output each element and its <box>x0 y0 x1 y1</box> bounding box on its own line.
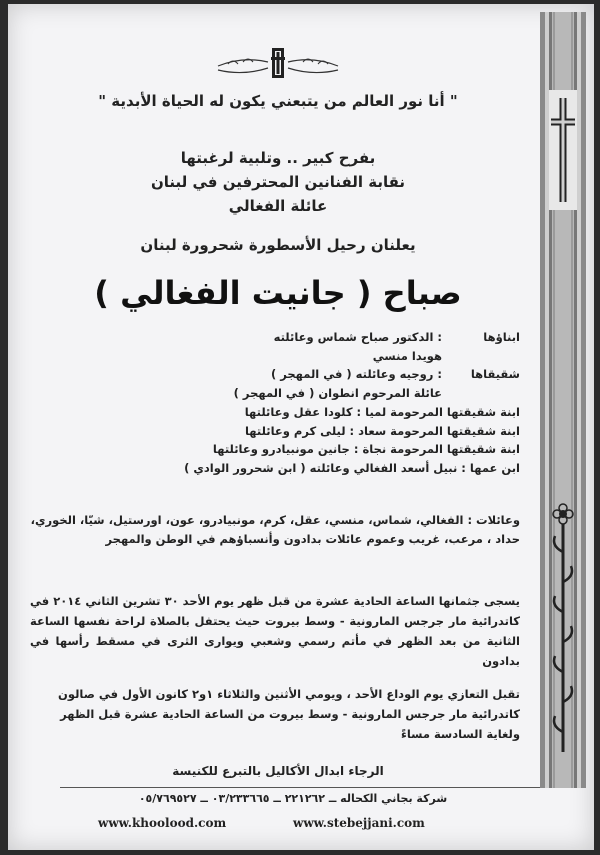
donation-request: الرجاء ابدال الأكاليل بالتبرع للكنيسة <box>172 764 384 778</box>
relative-value: : الدكتور صباح شماس وعائلته <box>273 330 442 344</box>
relative-row <box>50 365 520 384</box>
cross-icon <box>549 90 577 210</box>
deceased-name: صباح ( جانيت الفغالي ) <box>94 274 462 312</box>
ornament-cross-icon <box>213 42 343 82</box>
funeral-paragraph: يسجى جثمانها الساعة الحادية عشرة من قبل ظهر يوم الأحد ٣٠ تشرين الثاني ٢٠١٤ في كاتدرائية مار جرجس المارونية - وسط بيروت حيث يحتفل بالصلاة لراحة نفسها الساعة الثانية من بعد الظهر في مأتم رسمي وشعبي ويوارى الثرى في مسقط رأسها في بدادون <box>30 594 520 668</box>
intro-line: نقابة الفنانين المحترفين في لبنان <box>150 173 406 191</box>
relative-value: : ليلى كرم وعائلتها <box>244 423 355 438</box>
announcement: يعلنان رحيل الأسطورة شحرورة لبنان <box>140 236 416 254</box>
obituary-paper <box>8 4 594 850</box>
bible-quote: " أنا نور العالم من يتبعني يكون له الحياة الأبدية " <box>98 92 458 110</box>
condolence-paragraph: تقبل التعازي يوم الوداع الأحد ، ويومي الأثنين والثلاثاء ١و٢ كانون الأول في صالون كاتدرائية مار جرجس المارونية - وسط بيروت من الساعة الحادية عشرة قبل الظهر ولغاية السادسة مساءً <box>58 687 520 741</box>
relative-row <box>50 403 520 422</box>
divider <box>60 787 540 788</box>
intro-line: عائلة الفغالي <box>228 197 328 215</box>
relative-value: عائلة المرحوم انطوان ( في المهجر ) <box>233 386 442 401</box>
relatives-list <box>50 328 520 478</box>
relative-row <box>50 384 520 403</box>
website-link[interactable]: www.khoolood.com <box>98 816 227 830</box>
relative-value: : روجيه وعائلته ( في المهجر ) <box>270 367 442 382</box>
relative-value: هويدا منسي <box>372 348 442 363</box>
relative-value: : كلودا عقل وعائلتها <box>244 404 362 419</box>
relative-label: ابنة شقيقتها المرحومة لميا <box>365 404 520 419</box>
relative-row <box>50 459 520 478</box>
relative-label: ابنة شقيقتها المرحومة سعاد <box>358 423 520 438</box>
families-paragraph: وعائلات : الفغالي، شماس، منسي، عقل، كرم، مونبيادرو، عون، اورستيل، شيّا، الخوري، حداد ، مرعب، غريب وعموم عائلات بدادون وأنسباؤهم في الوطن والمهجر <box>30 513 520 546</box>
relative-label: شقيقاها <box>470 367 520 382</box>
relative-label <box>442 347 520 366</box>
relative-row <box>50 422 520 441</box>
relative-label: ابنة شقيقتها المرحومة نجاة <box>362 442 520 457</box>
relative-label <box>442 384 520 403</box>
intro-line: بفرح كبير .. وتلبية لرغبتها <box>180 149 376 167</box>
relative-value: : جانين مونبيادرو وعائلتها <box>212 442 359 457</box>
relative-row <box>50 328 520 347</box>
relative-value: : نبيل أسعد الفغالي وعائلته ( ابن شحرور الوادي ) <box>184 460 466 475</box>
relative-row <box>50 347 520 366</box>
decorative-border <box>540 12 586 788</box>
company-line: شركة بجاني الكحاله ــ ٢٢١٢٦٢ ــ ٠٣/٢٣٣٦٦٥ ــ ٠٥/٧٦٩٥٢٧ <box>138 792 448 805</box>
relative-row <box>50 440 520 459</box>
relative-label: ابناؤها <box>483 330 520 344</box>
intro-block <box>48 146 508 218</box>
website-link[interactable]: www.stebejjani.com <box>293 816 425 830</box>
relative-label: ابن عمها <box>469 460 520 475</box>
